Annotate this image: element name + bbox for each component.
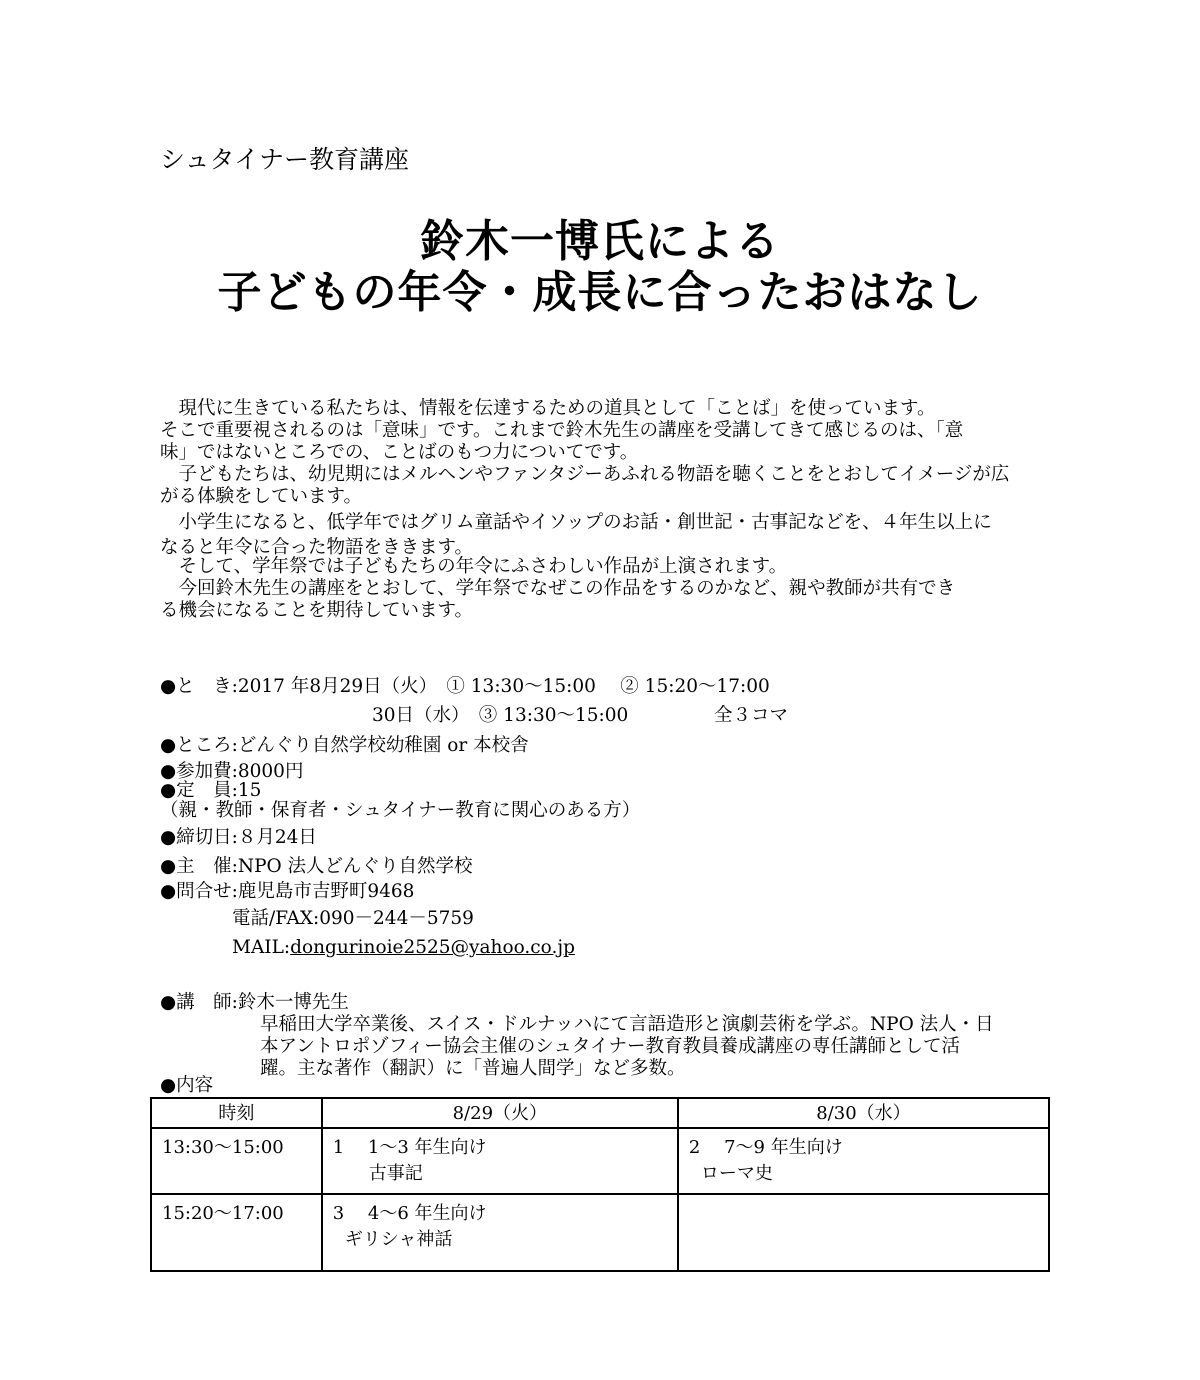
column-header-day2: 8/30（水） xyxy=(678,1098,1049,1128)
session-title: 1 1～3 年生向け xyxy=(332,1137,487,1158)
column-header-time: 時刻 xyxy=(151,1098,322,1128)
intro-line: がる体験をしています。 xyxy=(160,486,363,507)
session-count: 全３コマ xyxy=(714,705,789,726)
place-line: ●ところ:どんぐり自然学校幼稚園 or 本校舎 xyxy=(160,735,529,756)
capacity-line: ●定 員:15 xyxy=(160,780,262,801)
date-line-2: 30日（水） ③ 13:30～15:00 xyxy=(372,705,629,726)
lecturer-line: ●講 師:鈴木一博先生 xyxy=(160,992,349,1013)
day1-cell xyxy=(322,1194,678,1271)
session-title: 3 4～6 年生向け xyxy=(332,1203,487,1224)
lecturer-profile-line: 本アントロポゾフィー協会主催のシュタイナー教育教員養成講座の専任講師として活 xyxy=(260,1036,961,1057)
table-row xyxy=(151,1194,1049,1271)
mail-label: MAIL: xyxy=(232,937,291,958)
schedule-table xyxy=(150,1097,1050,1272)
intro-line: 小学生になると、低学年ではグリム童話やイソップのお話・創世記・古事記などを、４年生以上に xyxy=(160,512,992,533)
lecturer-profile-line: 早稲田大学卒業後、スイス・ドルナッハにて言語造形と演劇芸術を学ぶ。NPO 法人・日 xyxy=(260,1014,994,1035)
table-row xyxy=(151,1128,1049,1194)
series-label: シュタイナー教育講座 xyxy=(160,145,410,174)
intro-line: なると年令に合った物語をききます。 xyxy=(160,537,474,558)
intro-line: 今回鈴木先生の講座をとおして、学年祭でなぜこの作品をするのかなど、親や教師が共有でき xyxy=(160,578,956,599)
column-header-day1: 8/29（火） xyxy=(322,1098,678,1128)
email-link[interactable]: dongurinoie2525@yahoo.co.jp xyxy=(290,937,575,958)
intro-line: 現代に生きている私たちは、情報を伝達するための道具として「ことば」を使っています。 xyxy=(160,398,936,419)
day2-cell xyxy=(678,1128,1049,1194)
mail-line xyxy=(232,937,575,959)
contact-line: ●問合せ:鹿児島市吉野町9468 xyxy=(160,881,415,902)
intro-line: 味」ではないところでの、ことばのもつ力についてです。 xyxy=(160,442,639,463)
session-title: 2 7～9 年生向け xyxy=(688,1137,843,1158)
page-title-line1: 鈴木一博氏による xyxy=(420,216,780,267)
fee-line: ●参加費:8000円 xyxy=(160,761,304,782)
day1-cell xyxy=(322,1128,678,1194)
table-header-row xyxy=(151,1098,1049,1128)
intro-line: る機会になることを期待しています。 xyxy=(160,600,474,621)
session-subject: ローマ史 xyxy=(700,1163,773,1184)
session-subject: ギリシャ神話 xyxy=(344,1229,453,1250)
capacity-note: （親・教師・保育者・シュタイナー教育に関心のある方） xyxy=(160,800,641,821)
time-cell: 15:20～17:00 xyxy=(151,1194,322,1271)
phone-line: 電話/FAX:090－244－5759 xyxy=(232,908,474,929)
deadline-line: ●締切日:８月24日 xyxy=(160,827,317,848)
intro-line: 子どもたちは、幼児期にはメルヘンやファンタジーあふれる物語を聴くことをとおしてイメージが広 xyxy=(160,464,1010,485)
intro-line: そして、学年祭では子どもたちの年令にふさわしい作品が上演されます。 xyxy=(160,556,788,577)
lecturer-profile-line: 躍。主な著作（翻訳）に「普遍人間学」など多数。 xyxy=(260,1058,686,1079)
session-subject: 古事記 xyxy=(368,1163,423,1184)
schedule-heading: ●内容 xyxy=(160,1075,214,1096)
organizer-line: ●主 催:NPO 法人どんぐり自然学校 xyxy=(160,856,473,877)
day2-cell xyxy=(678,1194,1049,1271)
date-line: ●と き:2017 年8月29日（火） ① 13:30～15:00 ② 15:20～17:00 xyxy=(160,676,770,697)
intro-line: そこで重要視されるのは「意味」です。これまで鈴木先生の講座を受講してきて感じるのは、「意 xyxy=(160,420,964,441)
page-title-line2: 子どもの年令・成長に合ったおはなし xyxy=(217,267,983,318)
time-cell: 13:30～15:00 xyxy=(151,1128,322,1194)
